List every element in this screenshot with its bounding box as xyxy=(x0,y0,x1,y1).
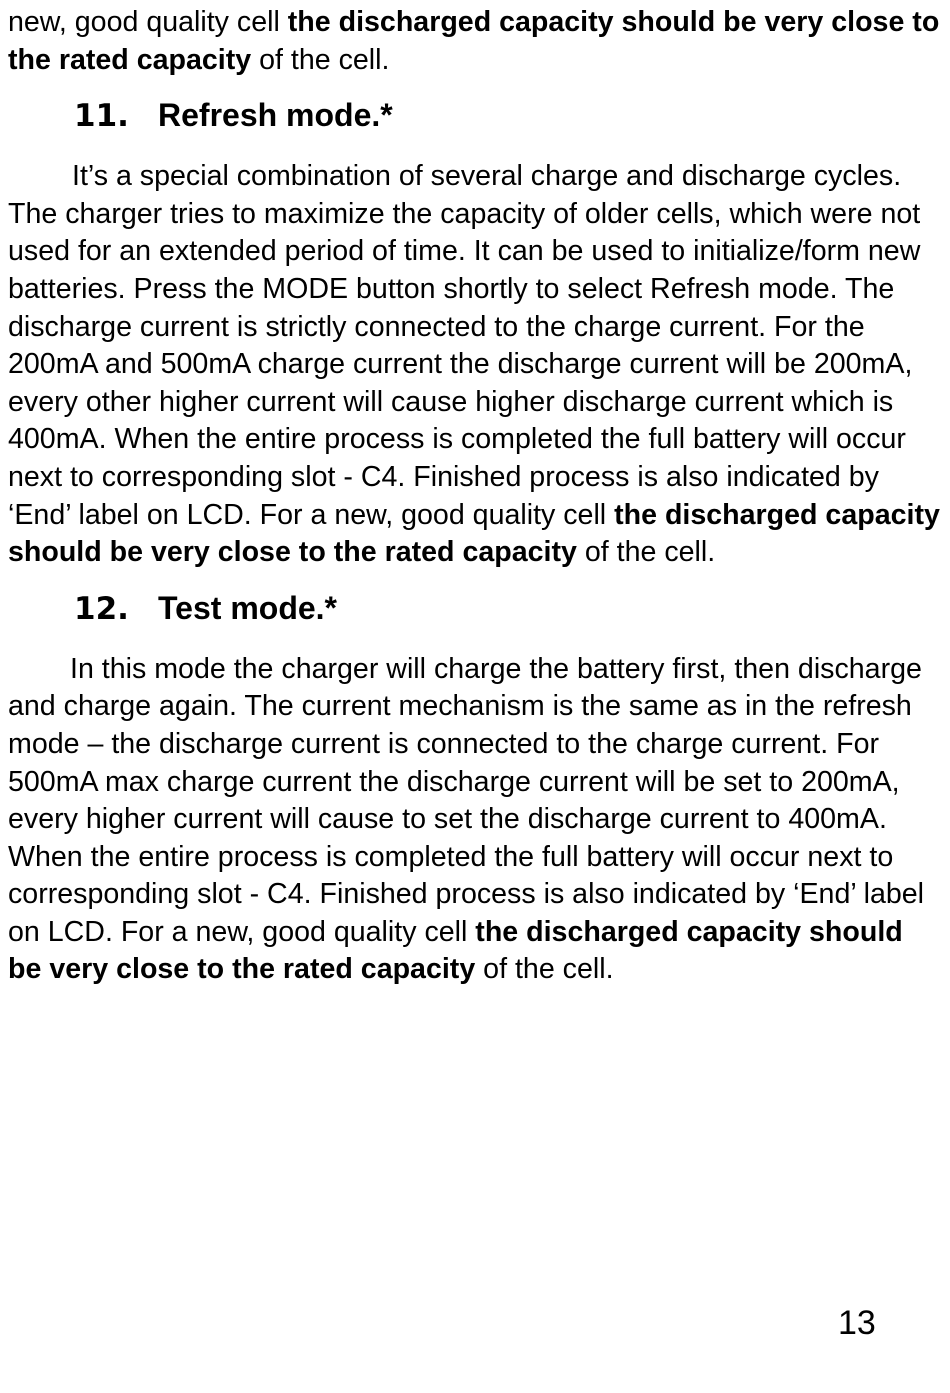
section-12-emphasis: the discharged capacity should be very close to the rated capacity xyxy=(8,915,903,986)
section-12-title: Test mode.* xyxy=(158,589,337,626)
section-11-emphasis: the discharged capacity should be very close to the rated capacity xyxy=(8,498,940,569)
intro-emphasis: the discharged capacity should be very close to the rated capacity xyxy=(8,6,940,76)
section-11-body xyxy=(8,158,944,572)
manual-page xyxy=(8,4,944,989)
intro-paragraph xyxy=(8,4,944,79)
section-12-text-end: of the cell. xyxy=(475,953,614,986)
section-12-body xyxy=(8,651,944,989)
section-11-text-end: of the cell. xyxy=(576,536,716,569)
section-11-number: 11. xyxy=(74,98,129,135)
section-11-text: It’s a special combination of several charge and discharge cycles. The charger tries to maximize the capacity of older cells, which were not used for an extended period of time. It can be used to initialize/form new batteries. Press the MODE button shortly to select Refresh mode. The discharge current is strictly connected to the charge current. For the 200mA and 500mA charge current the discharge current will be 200mA, every other higher current will cause higher discharge current which is 400mA. When the entire process is completed the full battery will occur next to corresponding slot - C4. Finished process is also indicated by ‘End’ label on LCD. For a new, good quality cell xyxy=(8,160,921,531)
section-12-text: In this mode the charger will charge the battery first, then discharge and charge again. The current mechanism is the same as in the refresh mode – the discharge current is connected to the charge current. For 500mA max charge current the discharge current will be set to 200mA, every higher current will cause to set the discharge current to 400mA. When the entire process is completed the full battery will occur next to corresponding slot - C4. Finished process is also indicated by ‘End’ label on LCD. For a new, good quality cell xyxy=(8,652,925,948)
intro-text-end: of the cell. xyxy=(251,43,390,76)
section-12-number: 12. xyxy=(74,590,129,627)
section-11-title: Refresh mode.* xyxy=(158,97,393,134)
section-11-heading xyxy=(8,95,944,136)
section-12-heading xyxy=(8,588,944,629)
intro-text: new, good quality cell xyxy=(8,6,288,38)
page-number: 13 xyxy=(838,1304,876,1342)
